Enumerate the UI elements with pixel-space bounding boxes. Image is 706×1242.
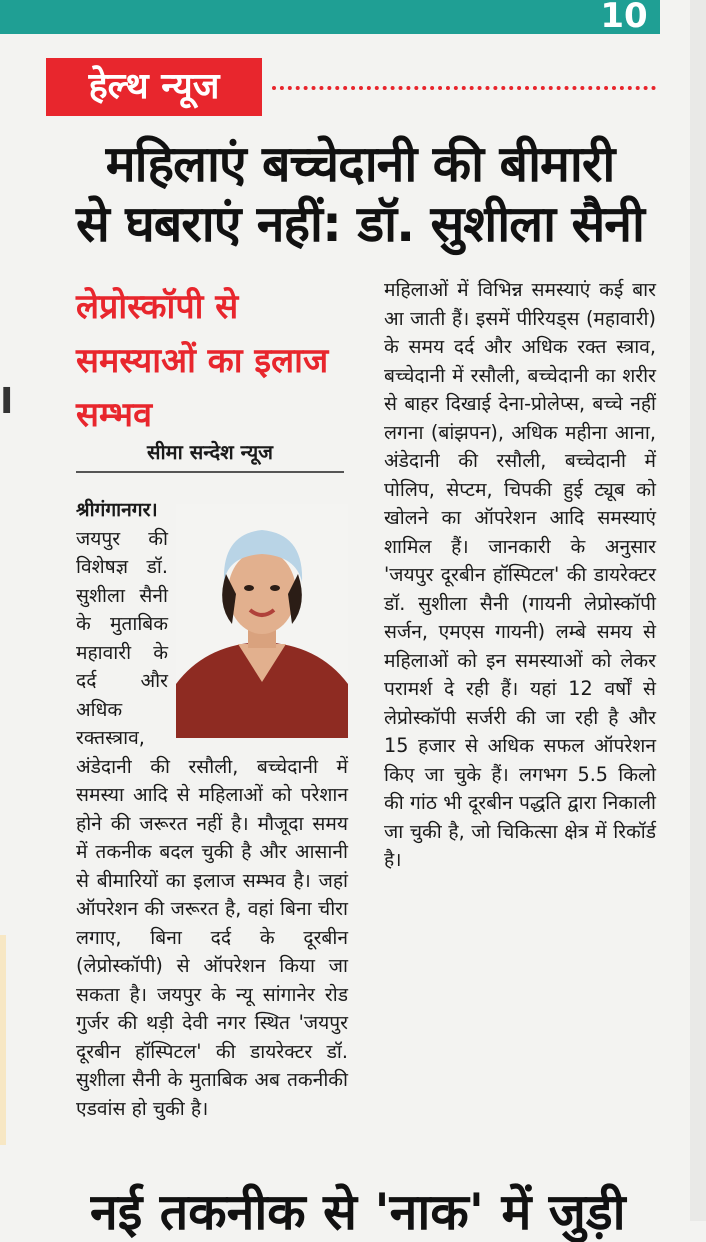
right-column-body: महिलाओं में विभिन्न समस्याएं कई बार आ जाती हैं। इसमें पीरियड्स (महावारी) के समय दर्द और अधिक रक्त स्त्राव, बच्चेदानी में रसौली, बच्चेदानी का शरीर से बाहर दिखाई देना-प्रोलेप्स, बच्चे नहीं लगना (बांझपन), अधिक महीना आना, अंडेदानी की रसौली, बच्चेदानी में पोलिप, सेप्टम, चिपकी हुई ट्यूब को खोलने का ऑपरेशन आदि समस्याएं शामिल हैं। जानकारी के अनुसार 'जयपुर दूरबीन हॉस्पिटल' की डायरेक्टर डॉ. सुशीला सैनी (गायनी लेप्रोस्कॉपी सर्जन, एमएस गायनी) लम्बे समय से महिलाओं को इन समस्याओं को लेकर परामर्श दे रही हैं। यहां 12 वर्षों से लेप्रोस्कॉपी सर्जरी की जा रही है और 15 हजार से अधिक सफल ऑपरेशन किए जा चुके हैं। लगभग 5.5 किलो की गांठ भी दूरबीन पद्धति द्वारा निकाली जा चुकी है, जो चिकित्सा क्षेत्र में रिकॉर्ड है।	[384, 278, 656, 871]
next-article-headline: नई तकनीक से 'नाक' में जुड़ी	[90, 1183, 626, 1241]
article-column-right	[384, 276, 656, 875]
page-number: 10	[588, 0, 660, 34]
section-tag: हेल्थ न्यूज	[46, 58, 262, 116]
headline-line-1: महिलाएं बच्चेदानी की बीमारी	[105, 135, 615, 193]
subheadline: लेप्रोस्कॉपी से समस्याओं का इलाज सम्भव	[76, 287, 329, 435]
adjacent-ad-edge	[0, 935, 6, 1145]
article-column-left	[76, 496, 348, 1123]
dateline: श्रीगंगानगर।	[76, 498, 158, 521]
byline: सीमा सन्देश न्यूज	[76, 438, 344, 473]
left-column-body: जयपुर की विशेषज्ञ डॉ. सुशीला सैनी के मुताबिक महावारी के दर्द और अधिक रक्तस्त्राव, अंडेदानी की रसौली, बच्चेदानी में समस्या आदि से महिलाओं को परेशान होने की जरूरत नहीं है। मौजूदा समय में तकनीक बदल चुकी है और आसानी से बीमारियों का इलाज सम्भव है। जहां ऑपरेशन की जरूरत है, वहां बिना चीरा लगाए, बिना दर्द के दूरबीन (लेप्रोस्कॉपी) से ऑपरेशन किया जा सकता है। जयपुर के न्यू सांगानेर रोड गुर्जर की थड़ी देवी नगर स्थित 'जयपुर दूरबीन हॉस्पिटल' की डायरेक्टर डॉ. सुशीला सैनी के मुताबिक अब तकनीकी एडवांस हो चुकी है।	[76, 526, 348, 1120]
top-color-bar	[0, 0, 660, 34]
page-edge	[690, 0, 706, 1221]
doctor-portrait-icon	[176, 504, 348, 738]
headline-line-2: से घबराएं नहीं: डॉ. सुशीला सैनी	[75, 195, 645, 253]
adjacent-column-fragment: I	[0, 381, 14, 422]
doctor-photo	[176, 504, 348, 738]
headline	[40, 134, 680, 254]
dotted-rule	[272, 86, 656, 90]
